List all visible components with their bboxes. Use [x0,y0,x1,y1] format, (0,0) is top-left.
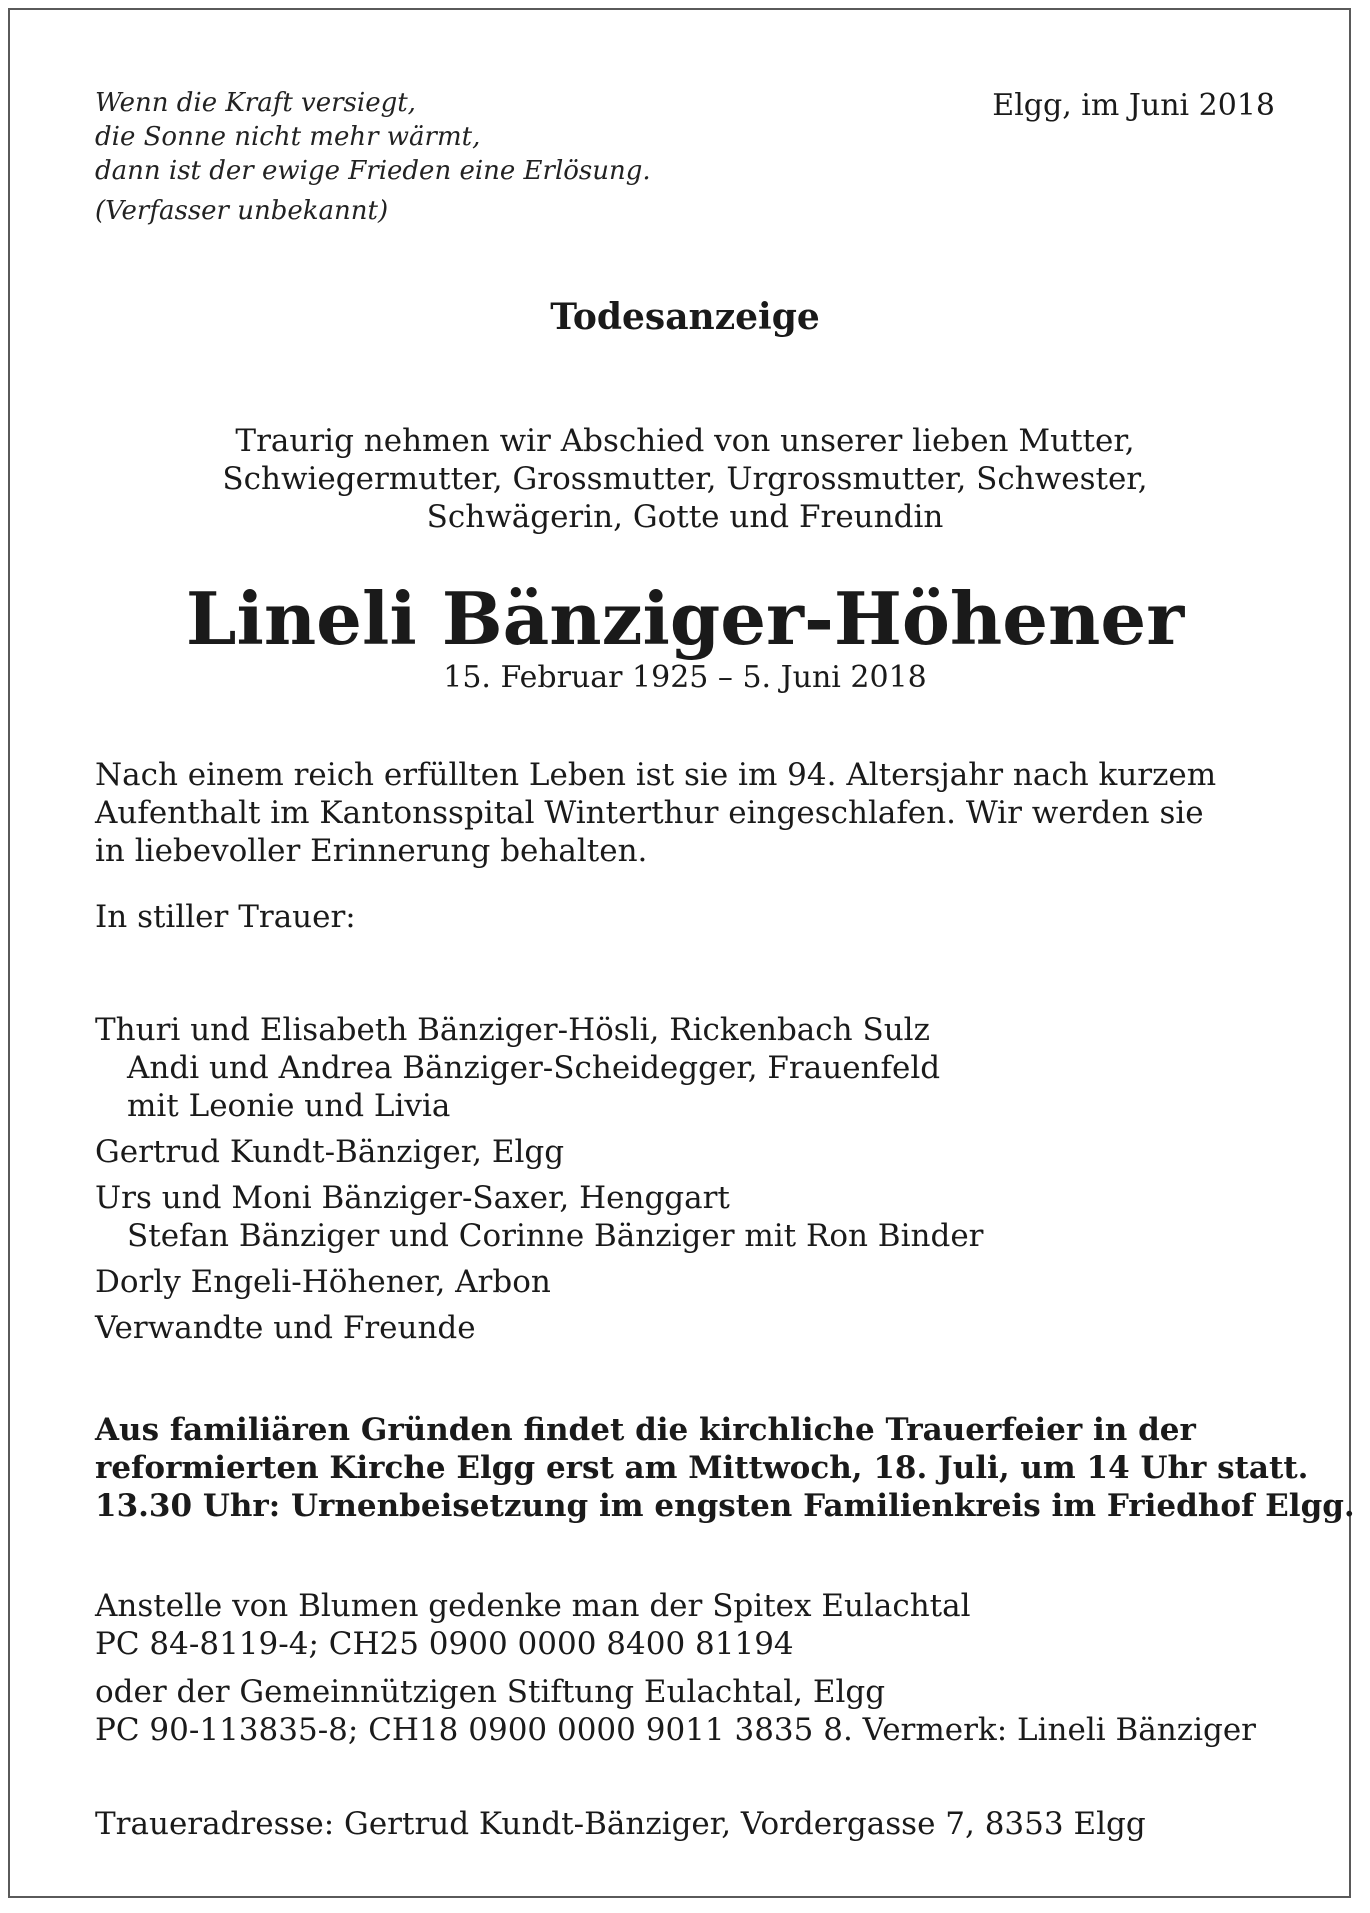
donation-line: PC 90-113835-8; CH18 0900 0000 9011 3835 8. Vermerk: Lineli Bänziger [95,1712,1256,1748]
poem-line: die Sonne nicht mehr wärmt, [95,122,481,152]
donation-line: PC 84-8119-4; CH25 0900 0000 8400 81194 [95,1626,794,1662]
poem-author: (Verfasser unbekannt) [95,196,389,226]
mourning-label: In stiller Trauer: [95,899,356,935]
mourner-main: Gertrud Kundt-Bänziger, Elgg [95,1134,565,1170]
intro-text [0,422,1370,536]
mourner-main: Dorly Engeli-Höhener, Arbon [95,1264,551,1300]
notice-line: Aus familiären Gründen findet die kirchliche Trauerfeier in der [95,1412,1196,1448]
intro-line: Schwiegermutter, Grossmutter, Urgrossmutter, Schwester, [222,461,1148,497]
page-title: Todesanzeige [550,296,820,338]
donation-line: oder der Gemeinnützigen Stiftung Eulachtal, Elgg [95,1674,886,1710]
mourner-main: Thuri und Elisabeth Bänziger-Hösli, Rickenbach Sulz [95,1012,930,1048]
donation-line: Anstelle von Blumen gedenke man der Spitex Eulachtal [95,1588,971,1624]
mourner-group [95,1263,983,1301]
mourning-address: Traueradresse: Gertrud Kundt-Bänziger, Vordergasse 7, 8353 Elgg [95,1806,1146,1842]
intro-line: Traurig nehmen wir Abschied von unserer lieben Mutter, [235,423,1135,459]
mourner-sub: Stefan Bänziger und Corinne Bänziger mit Ron Binder [127,1218,984,1254]
mourner-group [95,1011,983,1125]
body-line: Aufenthalt im Kantonsspital Winterthur eingeschlafen. Wir werden sie [95,795,1204,831]
poem-line: Wenn die Kraft versiegt, [95,88,416,118]
intro-line: Schwägerin, Gotte und Freundin [426,499,944,535]
mourners-list [95,1011,983,1355]
poem-line: dann ist der ewige Frieden eine Erlösung. [95,156,651,186]
notice-line: 13.30 Uhr: Urnenbeisetzung im engsten Familienkreis im Friedhof Elgg. [95,1488,1355,1524]
life-dates: 15. Februar 1925 – 5. Juni 2018 [443,660,927,695]
mourner-sub: Andi und Andrea Bänziger-Scheidegger, Frauenfeld [127,1050,941,1086]
mourner-group [95,1309,983,1347]
mourner-group [95,1179,983,1255]
donation-info [95,1587,1256,1749]
body-paragraph [95,756,1216,870]
mourner-sub: mit Leonie und Livia [127,1088,451,1124]
deceased-name: Lineli Bänziger-Höhener [185,576,1185,661]
notice-line: reformierten Kirche Elgg erst am Mittwoch, 18. Juli, um 14 Uhr statt. [95,1450,1309,1486]
body-line: Nach einem reich erfüllten Leben ist sie im 94. Altersjahr nach kurzem [95,757,1217,793]
mourner-main: Verwandte und Freunde [95,1310,476,1346]
body-line: in liebevoller Erinnerung behalten. [95,833,648,869]
poem [95,86,651,228]
mourner-main: Urs und Moni Bänziger-Saxer, Henggart [95,1180,730,1216]
ceremony-notice [95,1411,1355,1525]
mourner-group [95,1133,983,1171]
place-date: Elgg, im Juni 2018 [992,88,1275,123]
